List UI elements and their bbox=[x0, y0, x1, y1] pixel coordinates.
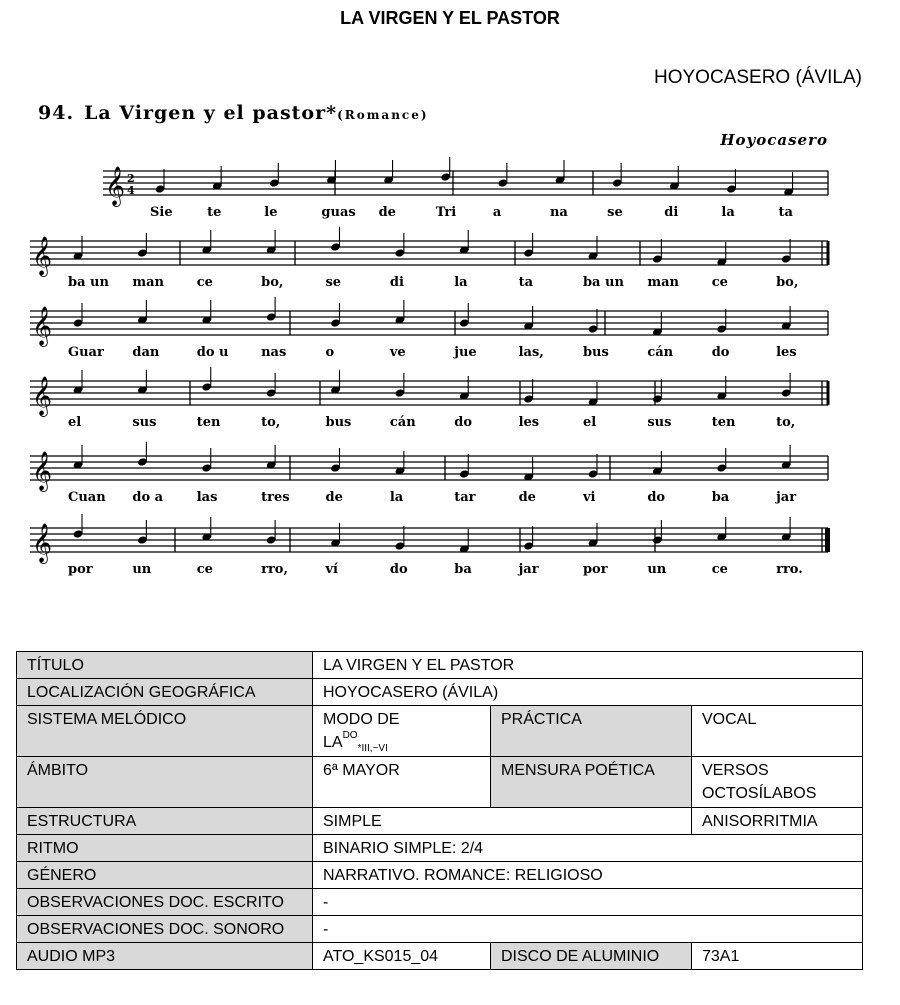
lyric-syllable: el bbox=[582, 415, 597, 430]
audio-label: AUDIO MP3 bbox=[17, 943, 313, 970]
lyric-syllable: bus bbox=[325, 415, 352, 430]
practica-value: VOCAL bbox=[692, 706, 863, 757]
time-signature: 2 bbox=[127, 172, 135, 185]
row-titulo bbox=[17, 652, 863, 679]
row-estructura bbox=[17, 808, 863, 835]
lyric-syllable: rro, bbox=[261, 562, 289, 577]
lyric-syllable: por bbox=[68, 562, 93, 577]
lyric-syllable: ten bbox=[196, 415, 221, 430]
lyric-syllable: ta bbox=[518, 275, 534, 290]
lyric-syllable: na bbox=[549, 205, 568, 220]
lyric-syllable: tres bbox=[261, 490, 290, 505]
ambito-label: ÁMBITO bbox=[17, 757, 313, 808]
lyric-syllable: o bbox=[325, 345, 335, 360]
lyric-syllable: ba un bbox=[68, 275, 109, 290]
lyric-syllable: la bbox=[389, 490, 404, 505]
row-obs-escrito bbox=[17, 889, 863, 916]
lyric-syllable: de bbox=[378, 205, 396, 220]
lyric-syllable: nas bbox=[261, 345, 287, 360]
estructura-extra: ANISORRITMIA bbox=[692, 808, 863, 835]
lyric-syllable: ba bbox=[454, 562, 472, 577]
lyric-syllable: Cuan bbox=[68, 490, 106, 505]
lyric-syllable: do bbox=[647, 490, 666, 505]
lyric-syllable: ce bbox=[196, 275, 213, 290]
obs-escrito-value: - bbox=[313, 889, 863, 916]
lyric-syllable: ta bbox=[778, 205, 793, 220]
estructura-value: SIMPLE bbox=[313, 808, 692, 835]
lyric-syllable: Tri bbox=[435, 205, 457, 220]
lyric-syllable: di bbox=[664, 205, 679, 220]
row-localizacion bbox=[17, 679, 863, 706]
ambito-value: 6ª MAYOR bbox=[313, 757, 491, 808]
lyric-syllable: tar bbox=[454, 490, 476, 505]
metadata-table bbox=[16, 651, 863, 970]
lyric-syllable: ba bbox=[711, 490, 730, 505]
estructura-label: ESTRUCTURA bbox=[17, 808, 313, 835]
lyric-syllable: do bbox=[389, 562, 408, 577]
lyric-syllable: se bbox=[607, 205, 623, 220]
lyric-syllable: man bbox=[647, 275, 679, 290]
row-obs-sonoro bbox=[17, 916, 863, 943]
lyric-syllable: ce bbox=[196, 562, 213, 577]
treble-clef-icon: 𝄞 bbox=[32, 523, 53, 563]
score-title: La Virgen y el pastor* bbox=[84, 102, 338, 124]
sistema-value-text: MODO DE bbox=[323, 711, 400, 728]
treble-clef-icon: 𝄞 bbox=[32, 236, 53, 276]
lyric-syllable: cán bbox=[647, 345, 674, 360]
treble-clef-icon: 𝄞 bbox=[32, 376, 53, 416]
lyric-syllable: de bbox=[518, 490, 536, 505]
lyric-syllable: ce bbox=[711, 562, 728, 577]
lyric-syllable: dan bbox=[132, 345, 160, 360]
ritmo-label: RITMO bbox=[17, 835, 313, 862]
audio-value: ATO_KS015_04 bbox=[313, 943, 491, 970]
lyric-syllable: bus bbox=[582, 345, 609, 360]
sistema-mode-sub: *III,~VI bbox=[357, 743, 388, 755]
lyric-syllable: bo, bbox=[261, 275, 284, 290]
lyric-syllable: te bbox=[207, 205, 222, 220]
page-title: LA VIRGEN Y EL PASTOR bbox=[340, 8, 560, 28]
treble-clef-icon: 𝄞 bbox=[32, 306, 53, 346]
titulo-value: LA VIRGEN Y EL PASTOR bbox=[313, 652, 863, 679]
lyric-syllable: la bbox=[721, 205, 735, 220]
lyric-syllable: to, bbox=[261, 415, 281, 430]
lyric-syllable: un bbox=[132, 562, 152, 577]
lyric-syllable: man bbox=[132, 275, 164, 290]
lyric-syllable: do u bbox=[196, 345, 229, 360]
titulo-label: TÍTULO bbox=[17, 652, 313, 679]
lyric-syllable: de bbox=[325, 490, 343, 505]
lyric-syllable: di bbox=[389, 275, 404, 290]
obs-sonoro-value: - bbox=[313, 916, 863, 943]
lyric-syllable: cán bbox=[389, 415, 416, 430]
lyric-syllable: les bbox=[518, 415, 540, 430]
lyric-syllable: la bbox=[454, 275, 468, 290]
lyric-syllable: vi bbox=[582, 490, 596, 505]
final-bar-line bbox=[825, 528, 830, 552]
row-sistema bbox=[17, 706, 863, 757]
lyric-syllable: bo, bbox=[776, 275, 799, 290]
lyric-syllable: ba un bbox=[582, 275, 624, 290]
lyric-syllable: ve bbox=[389, 345, 406, 360]
music-score bbox=[0, 98, 900, 608]
lyric-syllable: Guar bbox=[68, 345, 104, 360]
lyric-syllable: to, bbox=[776, 415, 796, 430]
lyric-syllable: jar bbox=[776, 490, 797, 505]
lyric-syllable: las bbox=[196, 490, 218, 505]
row-ambito bbox=[17, 757, 863, 808]
lyric-syllable: jue bbox=[454, 345, 477, 360]
mensura-value: VERSOS OCTOSÍLABOS bbox=[692, 757, 863, 808]
treble-clef-icon: 𝄞 bbox=[105, 166, 126, 206]
lyric-syllable: le bbox=[264, 205, 278, 220]
lyric-syllable: ce bbox=[711, 275, 728, 290]
time-signature: 4 bbox=[127, 184, 135, 197]
obs-sonoro-label: OBSERVACIONES DOC. SONORO bbox=[17, 916, 313, 943]
score-number: 94. bbox=[38, 102, 75, 124]
disco-value: 73A1 bbox=[692, 943, 863, 970]
lyric-syllable: las, bbox=[518, 345, 544, 360]
localizacion-value: HOYOCASERO (ÁVILA) bbox=[313, 679, 863, 706]
location-heading: HOYOCASERO (ÁVILA) bbox=[654, 67, 862, 88]
score-genre-note: (Romance) bbox=[337, 108, 429, 122]
lyric-syllable: do bbox=[711, 345, 730, 360]
sistema-mode-text: LA bbox=[323, 734, 343, 751]
treble-clef-icon: 𝄞 bbox=[32, 451, 53, 491]
obs-escrito-label: OBSERVACIONES DOC. ESCRITO bbox=[17, 889, 313, 916]
lyric-syllable: ten bbox=[711, 415, 736, 430]
lyric-syllable: se bbox=[325, 275, 342, 290]
disco-label: DISCO DE ALUMINIO bbox=[491, 943, 692, 970]
lyric-syllable: un bbox=[647, 562, 667, 577]
lyric-syllable: por bbox=[582, 562, 608, 577]
lyric-syllable: Sie bbox=[150, 205, 173, 220]
lyric-syllable: do bbox=[454, 415, 472, 430]
sistema-value bbox=[313, 706, 491, 757]
score-place: Hoyocasero bbox=[720, 131, 828, 149]
ritmo-value: BINARIO SIMPLE: 2/4 bbox=[313, 835, 863, 862]
lyric-syllable: sus bbox=[132, 415, 157, 430]
lyric-syllable: do a bbox=[132, 490, 164, 505]
lyric-syllable: guas bbox=[321, 205, 356, 220]
sistema-mode bbox=[323, 731, 480, 754]
sistema-mode-sup: DO bbox=[342, 730, 358, 741]
row-ritmo bbox=[17, 835, 863, 862]
lyric-syllable: rro. bbox=[776, 562, 803, 577]
localizacion-label: LOCALIZACIÓN GEOGRÁFICA bbox=[17, 679, 313, 706]
lyric-syllable: ví bbox=[325, 562, 338, 577]
genero-value: NARRATIVO. ROMANCE: RELIGIOSO bbox=[313, 862, 863, 889]
practica-label: PRÁCTICA bbox=[491, 706, 692, 757]
lyric-syllable: sus bbox=[647, 415, 672, 430]
lyric-syllable: el bbox=[68, 415, 82, 430]
mensura-label: MENSURA POÉTICA bbox=[491, 757, 692, 808]
sistema-label: SISTEMA MELÓDICO bbox=[17, 706, 313, 757]
lyric-syllable: les bbox=[776, 345, 797, 360]
lyric-syllable: a bbox=[492, 205, 502, 220]
lyric-syllable: jar bbox=[518, 562, 539, 577]
row-genero bbox=[17, 862, 863, 889]
row-audio bbox=[17, 943, 863, 970]
genero-label: GÉNERO bbox=[17, 862, 313, 889]
